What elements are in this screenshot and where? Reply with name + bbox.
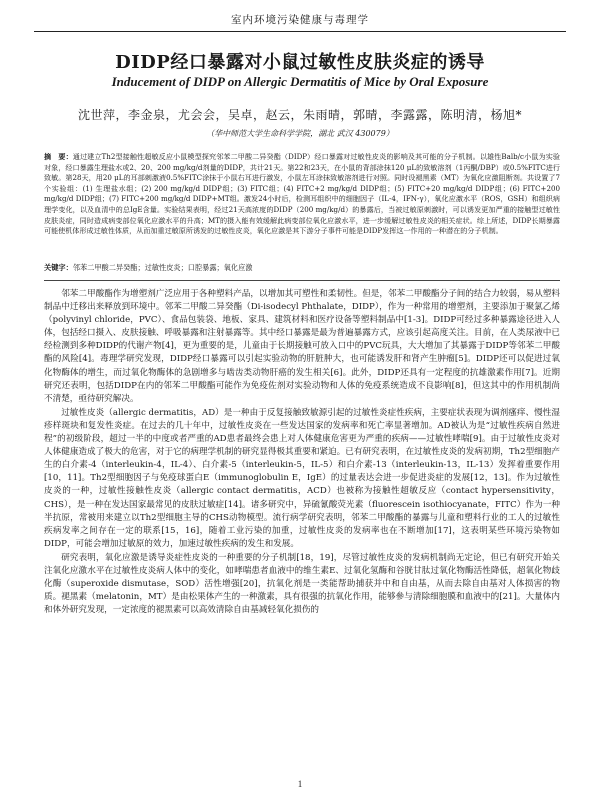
abstract-label: 摘 要： [44, 152, 73, 161]
running-header: 室内环境污染健康与毒理学 [231, 14, 369, 26]
body-paragraph: 邻苯二甲酸酯作为增塑剂广泛应用于各种塑料产品，以增加其可塑性和柔韧性。但是，邻苯二甲酸酯分子间的结合力较弱，易从塑料制品中迁移出来释放到环境中。邻苯二甲酸二异癸酯（Di-isodecyl Phthalate，DIDP），作为一种常用的增塑剂，主要添加于聚氯乙烯（polyvinyl chloride，PVC）、食品包装袋、地板、家具、建筑材料和医疗设备等塑料制品中[1-3]。DIDP可经过多种暴露途径进入人体，包括经口摄入、皮肤接触、呼吸暴露和注射暴露等。其中经口暴露是最为普遍暴露方式，应该引起高度关注。目前，在人类尿液中已经检测到多种DIDP的代谢产物[4]，更为重要的是，儿童由于长期接触可放入口中的PVC玩具，大大增加了其暴露于DIDP等邻苯二甲酸酯的风险[4]。毒理学研究发现，DIDP经口暴露可以引起实验动物的肝脏肿大，也可能诱发肝和肾产生肿瘤[5]。DIDP还可以促进过氧化物酶体的增生，而过氧化物酶体的急剧增多与啮齿类动物肝癌的发生相关[6]。此外，DIDP还具有一定程度的抗雄激素作用[7]。近期研究还表明，包括DIDP在内的邻苯二甲酸酯可能作为免疫佐剂对实验动物和人体的免疫系统造成不良影响[8]，但这其中的作用机制尚不清楚，亟待研究解决。 [44, 289, 560, 404]
keywords-text: 邻苯二甲酸二异癸酯；过敏性皮炎；口腔暴露；氧化应激 [72, 263, 253, 272]
author-list: 沈世萍，李金泉，尤会会，吴卓，赵云，朱雨晴，郭晴，李露露，陈明清，杨旭* [77, 108, 522, 122]
keywords-label: 关键字： [44, 263, 73, 272]
body-divider [44, 280, 560, 281]
paper-title-english: Inducement of DIDP on Allergic Dermatitis of Mice by Oral Exposure [111, 74, 489, 89]
page-number: 1 [297, 779, 303, 789]
keywords-block [44, 263, 560, 273]
body-paragraph: 过敏性皮炎（allergic dermatitis，AD）是一种由于反复接触致敏源引起的过敏性炎症性疾病，主要症状表现为调剂瘙痒、慢性湿疹样斑块和复发性炎症。在过去的几十年中，过敏性皮炎在一些发达国家的发病率和死亡率显著增加。AD被认为是“过敏性疾病自然进程”的初级阶段，超过一半的中度或者严重的AD患者最终会患上对人体健康危害更为严重的疾病——过敏性哮喘[9]。由于过敏性皮炎对人体健康造成了极大的危害，对于它的病理学机制的研究显得极其重要和紧迫。已有研究表明，在过敏性皮炎的发病初期，Th2型细胞产生的白介素-4（interleukin-4，IL-4）、白介素-5（interleukin-5，IL-5）和白介素-13（interleukin-13，IL-13）发挥着重要作用[10，11]。Th2型细胞因子与免疫球蛋白E（immunoglobulin E，IgE）的过量表达会进一步促进炎症的发展[12，13]。作为过敏性皮炎的一种，过敏性接触性皮炎（allergic contact dermatitis，ACD）也被称为接触性超敏反应（contact hypersensitivity，CHS），是一种在发达国家最常见的皮肤过敏症[14]。诸多研究中，异硫氰酸荧光素（fluorescein isothiocyanate，FITC）作为一种半抗原，常被用来建立以Th2型细胞主导的CHS动物模型。流行病学研究表明，邻苯二甲酸酯的暴露与儿童和塑料行业的工人的过敏性疾病发率之间存在一定的联系[15，16]，随着工业污染的加重，过敏性皮炎的发病率也在不断增加[17]，这表明某些环境污染物如DIDP，可能会增加过敏原的效力，加速过敏性疾病的发生和发展。 [44, 407, 560, 549]
paper-title-chinese: DIDP经口暴露对小鼠过敏性皮肤炎症的诱导 [115, 52, 485, 73]
body-text [44, 288, 560, 618]
header-divider [34, 31, 566, 32]
body-paragraph: 研究表明，氧化应激是诱导炎症性皮炎的一种重要的分子机制[18，19]，尽管过敏性皮炎的发病机制尚无定论，但已有研究开始关注氧化应激水平在过敏性皮炎病人体中的变化，如哮喘患者血液中的维生素E、过氧化氢酶和谷胱甘肽过氧化物酶活性降低，超氧化物歧化酶（superoxide dismutase，SOD）活性增强[20]，抗氧化剂是一类能帮助捕获并中和自由基，从而去除自由基对人体损害的物质。褪黑素（melatonin，MT）是由松果体产生的一种激素，具有很强的抗氧化作用，能够參与清除细胞膜和血液中的[21]。大量体内和体外研究发现，一定浓度的褪黑素可以高效清除自由基减轻氧化损伤的 [44, 552, 560, 616]
author-affiliation: （华中师范大学生命科学学院，湖北 武汉 430079） [206, 129, 394, 138]
abstract-block [44, 152, 560, 237]
abstract-text: 通过建立Th2型接触性超敏反应小鼠模型探究邻苯二甲酸二异癸酯（DIDP）经口暴露对过敏性皮炎的影响及其可能的分子机制。以雄性Balb/c小鼠为实验对象，经口暴露生理盐水或2、20、200 mg/kg/d剂量的DIDP，共计21天。第22和23天，在小鼠的背部涂抹120 μL的致敏溶剂（1丙酮/DBP）或0.5%FITC进行致敏。第28天，用20 μL的耳部刺激液0.5%FITC涂抹于小鼠右耳进行激发，小鼠左耳涂抹致敏溶剂进行对照。同时设褪黑素（MT）为氧化应激阻断剂。共设置了7个实验组：(1) 生理盐水组；(2) 200 mg/kg/d DIDP组；(3) FITC组；(4) FITC+2 mg/kg/d DIDP组；(5) FITC+20 mg/kg/d DIDP组；(6) FITC+200 mg/kg/d DIDP组；(7) FITC+200 mg/kg/d DIDP+MT组。激发24小时后，检测耳组织中的细胞因子（IL-4，IFN-γ），氧化应激水平（ROS，GSH）和组织病理学变化，以及血清中的总IgE含量。实验结果表明，经过21天高浓度的DIDP（200 mg/kg/d）的暴露后，当被过敏原刺激时，可以诱发更加严重的接触型过敏性皮肤炎症，同时造成病变部位氧化应激水平的升高；MT的摄入能有效缓解此病变部位氧化应激水平，进一步缓解过敏性皮炎的相关症状。综上所述，DIDP长期暴露可能使机体形成过敏性体质，从而加重过敏原所诱发的过敏性皮炎，氧化应激是其下游分子事件可能是DIDP发挥这一作用的一种潜在的分子机制。 [44, 152, 561, 236]
